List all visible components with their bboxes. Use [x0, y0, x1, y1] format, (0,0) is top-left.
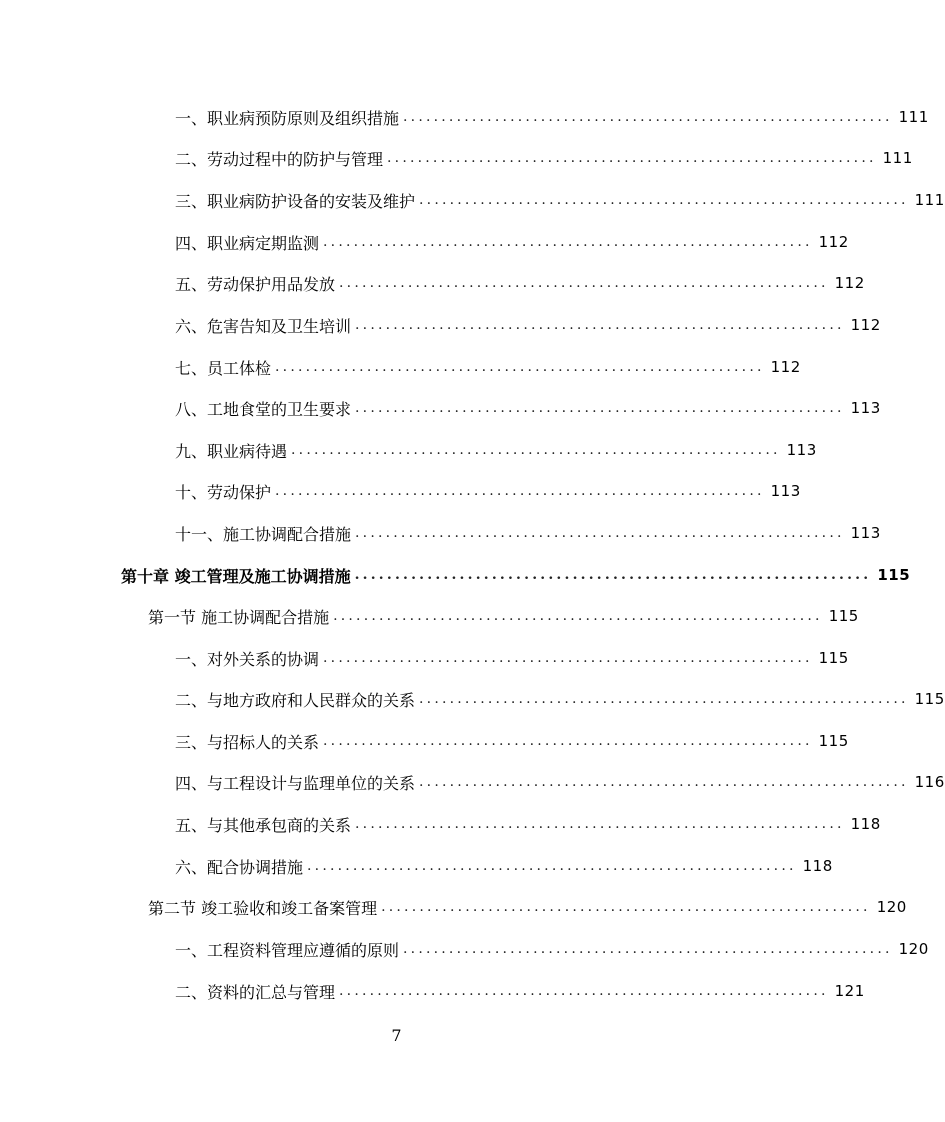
toc-entry[interactable]	[175, 644, 849, 672]
toc-leader: ................................................................	[323, 650, 813, 666]
toc-entry-page: 111	[882, 149, 913, 167]
toc-entry-page: 120	[876, 898, 907, 916]
toc-leader: ................................................................	[275, 483, 765, 499]
page-number: 7	[391, 1026, 402, 1045]
toc-entry-page: 113	[850, 524, 881, 542]
toc-entry-title: 一、工程资料管理应遵循的原则	[175, 940, 400, 960]
toc-entry-page: 115	[818, 649, 849, 667]
toc-entry[interactable]	[175, 727, 849, 755]
toc-leader: ................................................................	[355, 816, 845, 832]
toc-entry-title: 十一、施工协调配合措施	[175, 524, 352, 544]
toc-entry[interactable]	[175, 852, 833, 880]
toc-entry-page: 120	[898, 940, 929, 958]
toc-entry[interactable]	[175, 436, 817, 464]
toc-entry[interactable]	[175, 768, 945, 796]
toc-entry-page: 121	[834, 982, 865, 1000]
toc-section-entry[interactable]	[148, 602, 859, 630]
toc-entry-title: 二、劳动过程中的防护与管理	[175, 149, 384, 169]
toc-leader: ................................................................	[291, 442, 781, 458]
toc-entry[interactable]	[175, 103, 929, 131]
toc-entry-title: 四、与工程设计与监理单位的关系	[175, 773, 416, 793]
toc-entry-title: 六、危害告知及卫生培训	[175, 316, 352, 336]
toc-entry-title: 七、员工体检	[175, 358, 272, 378]
toc-entry-title: 一、职业病预防原则及组织措施	[175, 108, 400, 128]
toc-entry[interactable]	[175, 935, 929, 963]
toc-leader: ................................................................	[323, 234, 813, 250]
toc-entry[interactable]	[175, 810, 881, 838]
toc-entry-page: 112	[834, 274, 865, 292]
toc-leader: ................................................................	[403, 941, 893, 957]
toc-entry-title: 三、职业病防护设备的安装及维护	[175, 191, 416, 211]
toc-entry[interactable]	[175, 269, 865, 297]
toc-entry-title: 第一节 施工协调配合措施	[148, 607, 330, 627]
toc-entry[interactable]	[175, 685, 945, 713]
toc-entry-page: 112	[818, 233, 849, 251]
toc-entry-page: 113	[786, 441, 817, 459]
toc-leader: ................................................................	[387, 150, 877, 166]
toc-entry-page: 118	[850, 815, 881, 833]
toc-entry-page: 115	[877, 566, 911, 584]
toc-entry-title: 五、劳动保护用品发放	[175, 274, 336, 294]
toc-entry-page: 115	[828, 607, 859, 625]
toc-entry-page: 113	[850, 399, 881, 417]
toc-leader: ................................................................	[419, 691, 909, 707]
toc-entry-page: 112	[770, 358, 801, 376]
toc-entry-title: 九、职业病待遇	[175, 441, 288, 461]
toc-entry-title: 一、对外关系的协调	[175, 649, 320, 669]
toc-entry[interactable]	[175, 144, 913, 172]
toc-entry-title: 第十章 竣工管理及施工协调措施	[121, 566, 351, 586]
toc-entry[interactable]	[175, 311, 881, 339]
toc-entry-title: 三、与招标人的关系	[175, 732, 320, 752]
toc-leader: ................................................................	[381, 899, 871, 915]
toc-leader: ................................................................	[307, 858, 797, 874]
toc-entry-page: 113	[770, 482, 801, 500]
toc-entry-title: 第二节 竣工验收和竣工备案管理	[148, 898, 378, 918]
toc-entry[interactable]	[175, 977, 865, 1005]
toc-leader: ................................................................	[403, 109, 893, 125]
toc-entry-title: 六、配合协调措施	[175, 857, 304, 877]
toc-leader: ................................................................	[339, 275, 829, 291]
toc-entry[interactable]	[175, 477, 801, 505]
toc-entry-title: 四、职业病定期监测	[175, 233, 320, 253]
toc-entry-page: 115	[818, 732, 849, 750]
toc-entry-page: 115	[914, 690, 945, 708]
toc-entry-title: 十、劳动保护	[175, 482, 272, 502]
toc-entry-title: 二、资料的汇总与管理	[175, 982, 336, 1002]
toc-leader: ................................................................	[355, 317, 845, 333]
toc-leader: ................................................................	[419, 774, 909, 790]
toc-entry-title: 二、与地方政府和人民群众的关系	[175, 690, 416, 710]
toc-entry[interactable]	[175, 228, 849, 256]
toc-entry[interactable]	[175, 519, 881, 547]
toc-entry-page: 118	[802, 857, 833, 875]
toc-entry-page: 111	[914, 191, 945, 209]
toc-leader: ................................................................	[354, 567, 872, 583]
toc-leader: ................................................................	[355, 525, 845, 541]
toc-entry[interactable]	[175, 353, 801, 381]
toc-entry[interactable]	[175, 394, 881, 422]
toc-entry[interactable]	[175, 186, 945, 214]
toc-leader: ................................................................	[355, 400, 845, 416]
toc-entry-page: 111	[898, 108, 929, 126]
toc-entry-title: 五、与其他承包商的关系	[175, 815, 352, 835]
toc-leader: ................................................................	[339, 983, 829, 999]
toc-entry-page: 116	[914, 773, 945, 791]
toc-leader: ................................................................	[419, 192, 909, 208]
toc-entry-title: 八、工地食堂的卫生要求	[175, 399, 352, 419]
toc-chapter-entry[interactable]	[121, 561, 911, 589]
toc-leader: ................................................................	[323, 733, 813, 749]
toc-leader: ................................................................	[333, 608, 823, 624]
toc-leader: ................................................................	[275, 359, 765, 375]
toc-section-entry[interactable]	[148, 893, 907, 921]
toc-entry-page: 112	[850, 316, 881, 334]
